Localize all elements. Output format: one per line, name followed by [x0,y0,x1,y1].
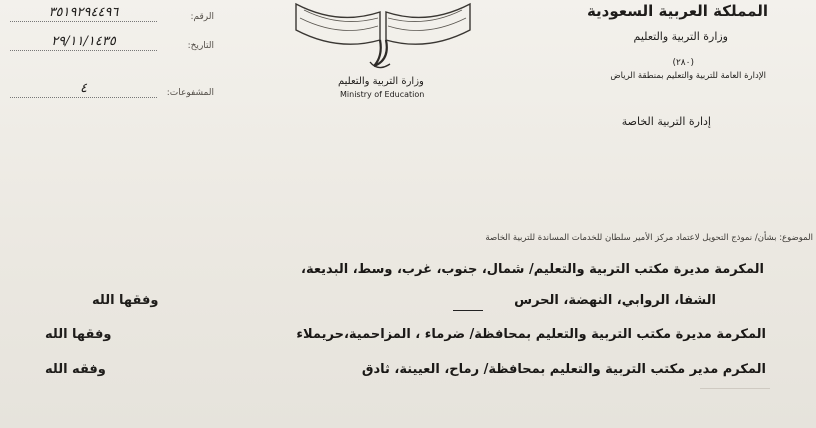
number-value: ٣٥١٩٢٩٤٤٩٦ [10,5,157,22]
reference-number-line [10,2,272,24]
handwritten-underline [453,310,483,311]
logo-name-en: Ministry of Education [340,90,425,99]
country-name: المملكة العربية السعودية [586,2,768,20]
closing-3: وفقه الله [45,362,106,377]
closing-1: وفقها الله [92,293,159,308]
date-value: ٢٩/١١/١٤٣٥ [10,34,157,51]
directorate-name: الإدارة العامة للتربية والتعليم بمنطقة الرياض [610,71,766,81]
open-book-emblem-icon [278,0,488,78]
ministry-name: وزارة التربية والتعليم [633,30,728,43]
date-label: التاريخ: [187,41,214,51]
attachments-label: المشفوعات: [166,88,214,98]
addressee-2: المكرمة مديرة مكتب التربية والتعليم بمحافظة/ ضرماء ، المزاحمية،حريملاء [296,327,766,342]
faint-rule [700,388,770,389]
attachments-value: ٤ [10,81,157,98]
logo-name-ar: وزارة التربية والتعليم [338,76,424,87]
closing-2: وفقها الله [45,327,112,342]
addressee-3: المكرم مدير مكتب التربية والتعليم بمحافظة/ رماح، العيينة، ثادق [361,362,766,377]
subject-line: الموضوع: بشأن/ نموذج التحويل لاعتماد مركز الأمير سلطان للخدمات المساندة للتربية الخاصة [485,233,813,243]
department-name: إدارة التربية الخاصة [621,115,711,128]
office-code: (٢٨٠) [672,58,694,68]
ministry-logo [278,0,488,102]
date-line [10,31,272,53]
addressee-1-continued: الشفا، الروابي، النهضة، الحرس [514,293,716,308]
attachments-line [10,78,272,100]
addressee-1: المكرمة مديرة مكتب التربية والتعليم/ شمال، جنوب، غرب، وسط، البديعة، [301,262,764,277]
number-label: الرقم: [190,12,214,22]
